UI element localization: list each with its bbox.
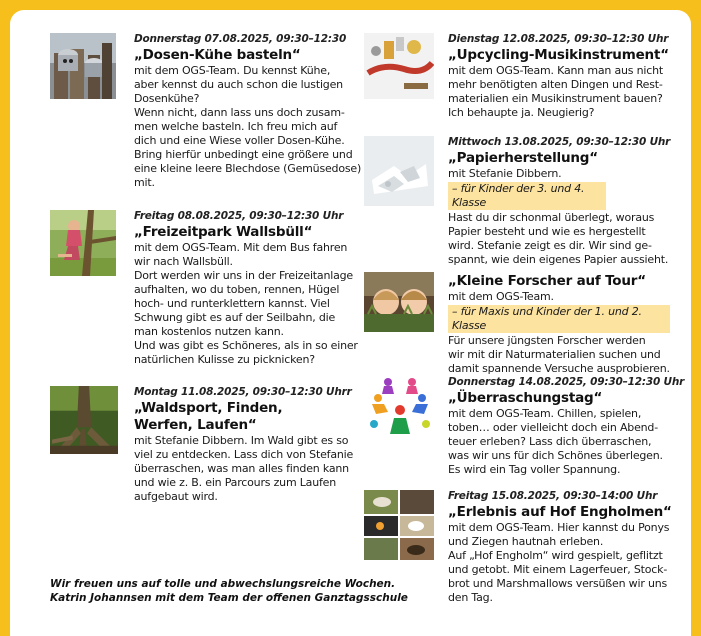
- entry-title: „Kleine Forscher auf Tour“: [448, 273, 646, 289]
- entry-date: Mittwoch 13.08.2025, 09:30–12:30 Uhr: [448, 136, 671, 148]
- entry-date: Montag 11.08.2025, 09:30–12:30 Uhrr: [134, 386, 352, 398]
- entry-date: Freitag 15.08.2025, 09:30–14:00 Uhr: [448, 490, 658, 502]
- entry-kleine-forscher: [448, 272, 688, 376]
- paper-photo: [364, 136, 434, 206]
- entry-title: „Dosen-Kühe basteln“: [134, 47, 301, 63]
- entry-freizeitpark: [134, 210, 364, 367]
- entry-intro: mit Stefanie Dibbern.: [448, 167, 562, 180]
- closing-line-2: Katrin Johannsen mit dem Team der offenen Ganztagsschule: [50, 592, 408, 604]
- entry-title: „Erlebnis auf Hof Engholmen“: [448, 504, 672, 520]
- entry-body: mit dem OGS-Team. Hier kannst du Ponys und Ziegen hautnah erleben. Auf „Hof Engholm“ wird gespielt, geflitzt und getobt. Mit einem Lagerfeuer, Stock- brot und Marshmallows versüßen wir uns den Tag.: [448, 521, 670, 604]
- entry-upcycling: [448, 33, 688, 120]
- entry-title: „Upcycling-Musikinstrument“: [448, 47, 669, 63]
- entry-title: „Papierherstellung“: [448, 150, 598, 166]
- target-group-highlight: – für Maxis und Kinder der 1. und 2. Klasse: [448, 305, 670, 333]
- child-in-tree-photo: [50, 210, 116, 276]
- farm-collage-photo: [364, 490, 434, 560]
- entry-body: Für unsere jüngsten Forscher werden wir mit dir Naturmaterialien suchen und damit spannende Versuche ausprobieren.: [448, 334, 670, 375]
- entry-body: mit dem OGS-Team. Kann man aus nicht mehr benötigten alten Dingen und Rest- materialien ein Musikinstrument bauen? Ich behaupte ja. Neugierig?: [448, 64, 663, 119]
- entry-papierherstellung: [448, 136, 688, 267]
- target-group-highlight: – für Kinder der 3. und 4. Klasse: [448, 182, 606, 210]
- entry-waldsport: [134, 386, 364, 504]
- closing-note: [50, 577, 408, 605]
- entry-date: Freitag 08.08.2025, 09:30–12:30 Uhr: [134, 210, 344, 222]
- kids-in-grass-photo: [364, 272, 434, 332]
- tin-cans-photo: [50, 33, 116, 99]
- colorful-figures-logo: [364, 376, 436, 446]
- closing-line-1: Wir freuen uns auf tolle und abwechslungsreiche Wochen.: [50, 578, 396, 590]
- entry-title: „Überraschungstag“: [448, 390, 603, 406]
- entry-ueberraschungstag: [448, 376, 688, 477]
- upcycled-instrument-photo: [364, 33, 434, 99]
- entry-dosen-kuehe: [134, 33, 364, 190]
- entry-body: Hast du dir schonmal überlegt, woraus Papier besteht und wie es hergestellt wird. Stefanie zeigt es dir. Wir sind ge- spannt, wie dein eigenes Papier aussieht.: [448, 211, 669, 266]
- entry-hof-engholmen: [448, 490, 688, 605]
- entry-body: mit dem OGS-Team. Du kennst Kühe, aber kennst du auch schon die lustigen Dosenkühe? Wenn nicht, dann lass uns doch zusam- men welche basteln. Ich freu mich auf dich und eine Wiese voller Dosen-Kühe. Bring hierfür unbedingt eine größere und eine kleine leere Blechdose (Gemüsedose) mit.: [134, 64, 362, 189]
- entry-date: Dienstag 12.08.2025, 09:30–12:30 Uhr: [448, 33, 669, 45]
- entry-body: mit dem OGS-Team. Mit dem Bus fahren wir nach Wallsbüll. Dort werden wir uns in der Freizeitanlage aufhalten, wo du toben, rennen, Hügel hoch- und runterklettern kannst. Viel Schwung gibt es auf der Seilbahn, die man kostenlos nutzen kann. Und was gibt es Schöneres, als in so einer natürlichen Kulisse zu picknicken?: [134, 241, 358, 366]
- entry-title: „Freizeitpark Wallsbüll“: [134, 224, 313, 240]
- forest-roots-photo: [50, 386, 118, 454]
- entry-date: Donnerstag 14.08.2025, 09:30–12:30 Uhr: [448, 376, 685, 388]
- entry-body: mit Stefanie Dibbern. Im Wald gibt es so viel zu entdecken. Lass dich von Stefanie überraschen, was man alles finden kann und wie z. B. ein Parcours zum Laufen aufgebaut wird.: [134, 434, 354, 503]
- entry-date: Donnerstag 07.08.2025, 09:30–12:30: [134, 33, 347, 45]
- entry-intro: mit dem OGS-Team.: [448, 290, 554, 303]
- entry-body: mit dem OGS-Team. Chillen, spielen, toben… oder vielleicht doch ein Abend- teuer erleben? Lass dich überraschen, was wir uns für dich Schönes überlegen. Es wird ein Tag voller Spannung.: [448, 407, 663, 476]
- entry-title: „Waldsport, Finden, Werfen, Laufen“: [134, 400, 283, 433]
